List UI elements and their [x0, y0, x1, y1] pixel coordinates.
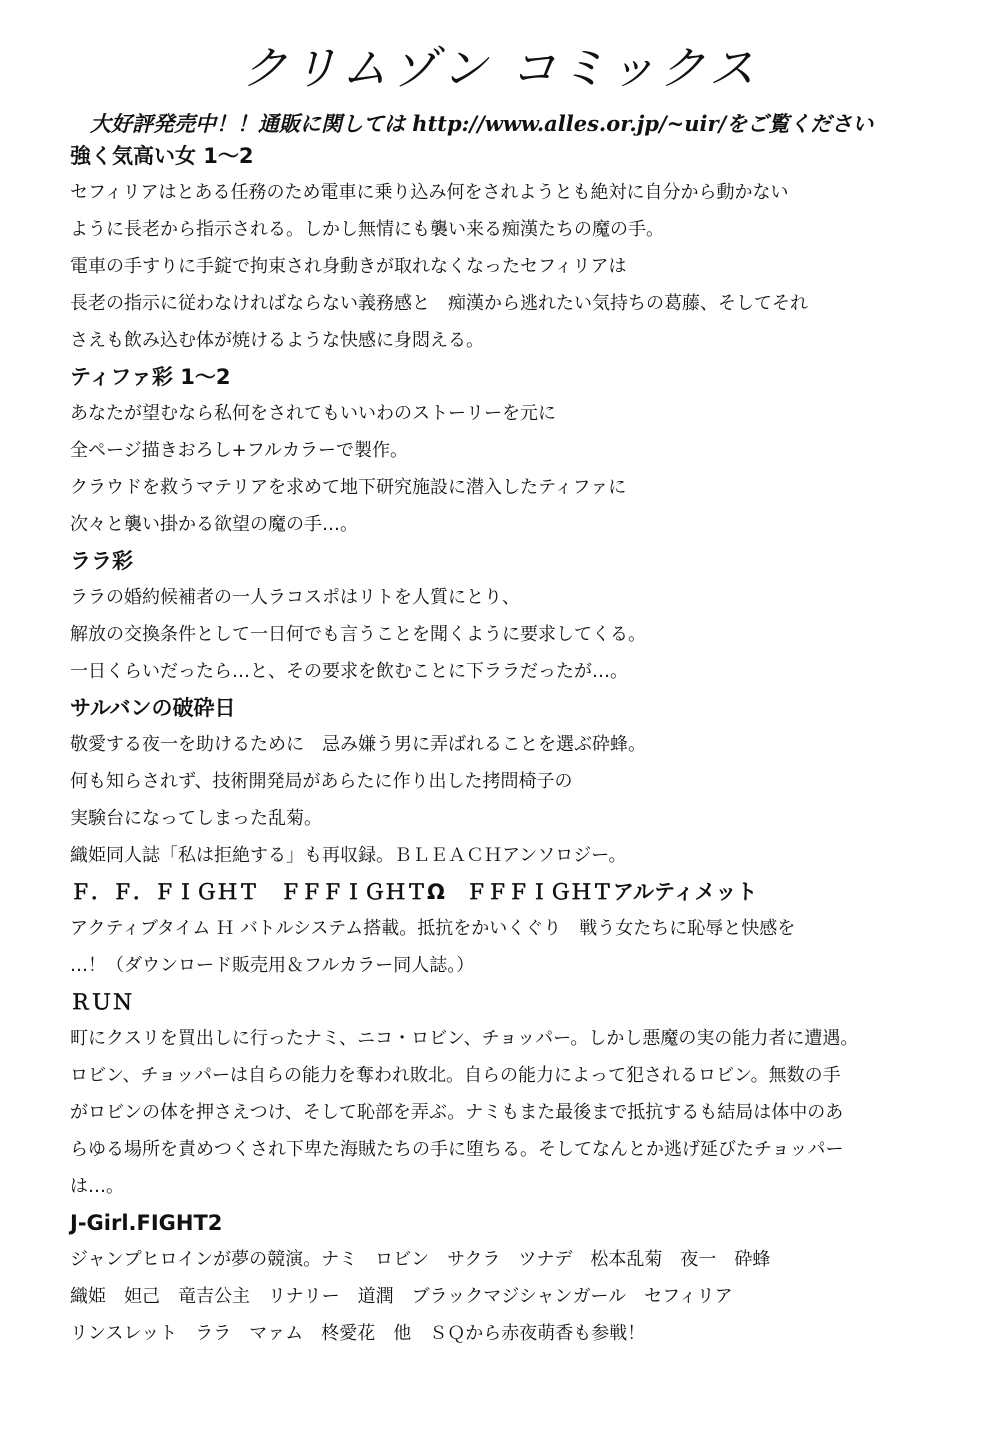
- entry-description-line: ジャンプヒロインが夢の競演。ナミ ロビン サクラ ツナデ 松本乱菊 夜一 砕蜂: [70, 1249, 771, 1270]
- catalog-entry: [70, 138, 950, 359]
- catalog-entry: [70, 543, 950, 690]
- entry-description-line: 一日くらいだったら…と、その要求を飲むことに下ララだったが…。: [70, 661, 628, 682]
- entry-description-line: がロビンの体を押さえつけ、そして恥部を弄ぶ。ナミもまた最後まで抵抗するも結局は体中のあ: [70, 1102, 844, 1123]
- catalog-list: [70, 138, 950, 1352]
- entry-title: サルバンの破砕日: [70, 696, 236, 720]
- entry-description-line: 織姫 妲己 竜吉公主 リナリー 道潤 ブラックマジシャンガール セフィリア: [70, 1286, 733, 1307]
- mail-order-notice: 大好評発売中！！通販に関しては http://www.alles.or.jp/~uir/をご覧ください: [90, 111, 874, 136]
- entry-title: ＲＵＮ: [70, 990, 133, 1014]
- entry-description-line: 電車の手すりに手錠で拘束され身動きが取れなくなったセフィリアは: [70, 256, 627, 277]
- entry-description-line: 織姫同人誌「私は拒絶する」も再収録。ＢＬＥＡＣＨアンソロジー。: [70, 845, 627, 866]
- entry-description-line: さえも飲み込む体が焼けるような快感に身悶える。: [70, 330, 484, 351]
- entry-description-line: セフィリアはとある任務のため電車に乗り込み何をされようとも絶対に自分から動かない: [70, 182, 789, 203]
- entry-description-line: 町にクスリを買出しに行ったナミ、ニコ・ロビン、チョッパー。しかし悪魔の実の能力者に遭遇。: [70, 1028, 859, 1049]
- entry-description-line: 解放の交換条件として一日何でも言うことを聞くように要求してくる。: [70, 624, 646, 645]
- entry-title: 強く気高い女 1～2: [70, 144, 254, 168]
- page-title: クリムゾン コミックス: [241, 41, 759, 95]
- entry-description-line: 全ページ描きおろし+フルカラーで製作。: [70, 440, 409, 461]
- entry-description-line: ように長老から指示される。しかし無情にも襲い来る痴漢たちの魔の手。: [70, 219, 664, 240]
- entry-description-line: ロビン、チョッパーは自らの能力を奪われ敗北。自らの能力によって犯されるロビン。無数の手: [70, 1065, 841, 1086]
- entry-description-line: は…。: [70, 1176, 124, 1197]
- entry-title: ララ彩: [70, 549, 133, 573]
- catalog-entry: [70, 1205, 950, 1352]
- entry-description-line: クラウドを救うマテリアを求めて地下研究施設に潜入したティファに: [70, 477, 627, 498]
- entry-description-line: 長老の指示に従わなければならない義務感と 痴漢から逃れたい気持ちの葛藤、そしてそれ: [70, 293, 808, 314]
- entry-description-line: 次々と襲い掛かる欲望の魔の手…。: [70, 514, 358, 535]
- catalog-entry: [70, 690, 950, 874]
- entry-description-line: らゆる場所を責めつくされ下卑た海賊たちの手に堕ちる。そしてなんとか逃げ延びたチョッパー: [70, 1139, 844, 1160]
- catalog-entry: [70, 874, 950, 984]
- entry-description-line: あなたが望むなら私何をされてもいいわのストーリーを元に: [70, 403, 556, 424]
- entry-title: J-Girl.FIGHT2: [70, 1211, 223, 1235]
- entry-title: Ｆ．Ｆ．ＦＩＧＨＴ ＦＦＦＩＧＨＴΩ ＦＦＦＩＧＨＴアルティメット: [70, 880, 758, 904]
- entry-description-line: 何も知らされず、技術開発局があらたに作り出した拷問椅子の: [70, 771, 573, 792]
- entry-title: ティファ彩 1～2: [70, 365, 231, 389]
- entry-description-line: 敬愛する夜一を助けるために 忌み嫌う男に弄ばれることを選ぶ砕蜂。: [70, 734, 646, 755]
- catalog-entry: [70, 984, 950, 1205]
- entry-description-line: 実験台になってしまった乱菊。: [70, 808, 322, 829]
- entry-description-line: リンスレット ララ マァム 柊愛花 他 ＳＱから赤夜萌香も参戦！: [70, 1323, 646, 1344]
- entry-description-line: …！（ダウンロード販売用＆フルカラー同人誌。）: [70, 955, 475, 976]
- catalog-entry: [70, 359, 950, 543]
- entry-description-line: ララの婚約候補者の一人ラコスポはリトを人質にとり、: [70, 587, 520, 608]
- entry-description-line: アクティブタイム Ｈ バトルシステム搭載。抵抗をかいくぐり 戦う女たちに恥辱と快感を: [70, 918, 796, 939]
